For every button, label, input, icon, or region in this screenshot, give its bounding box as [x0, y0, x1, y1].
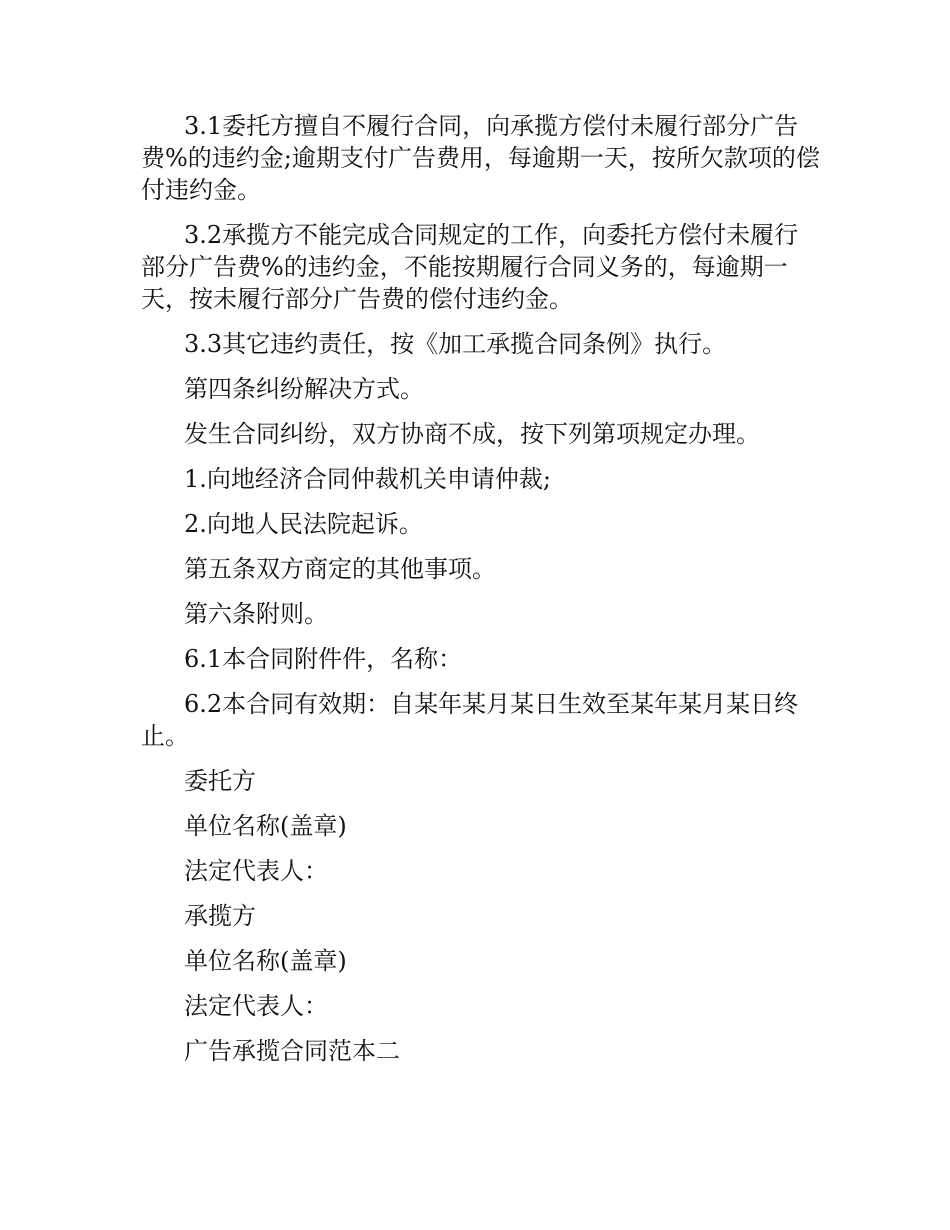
- next-template-title: 广告承揽合同范本二: [184, 1037, 400, 1065]
- contractor-party-label: 承揽方: [184, 902, 256, 930]
- article-6-heading: 第六条附则。: [184, 600, 328, 628]
- clause-3-3: 3.3其它违约责任，按《加工承揽合同条例》执行。: [184, 330, 727, 358]
- dispute-option-2: 2.向地人民法院起诉。: [184, 510, 423, 538]
- contractor-unit-name-label: 单位名称(盖章): [184, 947, 347, 975]
- document-body: [141, 110, 821, 1080]
- article-4-heading: 第四条纠纷解决方式。: [184, 375, 424, 403]
- contractor-legal-rep-label: 法定代表人：: [184, 992, 328, 1020]
- client-unit-name-label: 单位名称(盖章): [184, 812, 347, 840]
- client-party-label: 委托方: [184, 767, 256, 795]
- client-legal-rep-label: 法定代表人：: [184, 857, 328, 885]
- clause-6-2: 6.2本合同有效期：自某年某月某日生效至某年某月某日终止。: [141, 690, 799, 750]
- clause-6-1: 6.1本合同附件件，名称：: [184, 645, 463, 673]
- dispute-option-1: 1.向地经济合同仲裁机关申请仲裁;: [184, 465, 551, 493]
- clause-3-2: 3.2承揽方不能完成合同规定的工作，向委托方偿付未履行部分广告费%的违约金，不能按期履行合同义务的，每逾期一天，按未履行部分广告费的偿付违约金。: [141, 221, 799, 313]
- clause-3-1: 3.1委托方擅自不履行合同，向承揽方偿付未履行部分广告费%的违约金;逾期支付广告费用，每逾期一天，按所欠款项的偿付违约金。: [141, 112, 820, 204]
- dispute-intro: 发生合同纠纷，双方协商不成，按下列第项规定办理。: [184, 420, 760, 448]
- article-5-heading: 第五条双方商定的其他事项。: [184, 555, 496, 583]
